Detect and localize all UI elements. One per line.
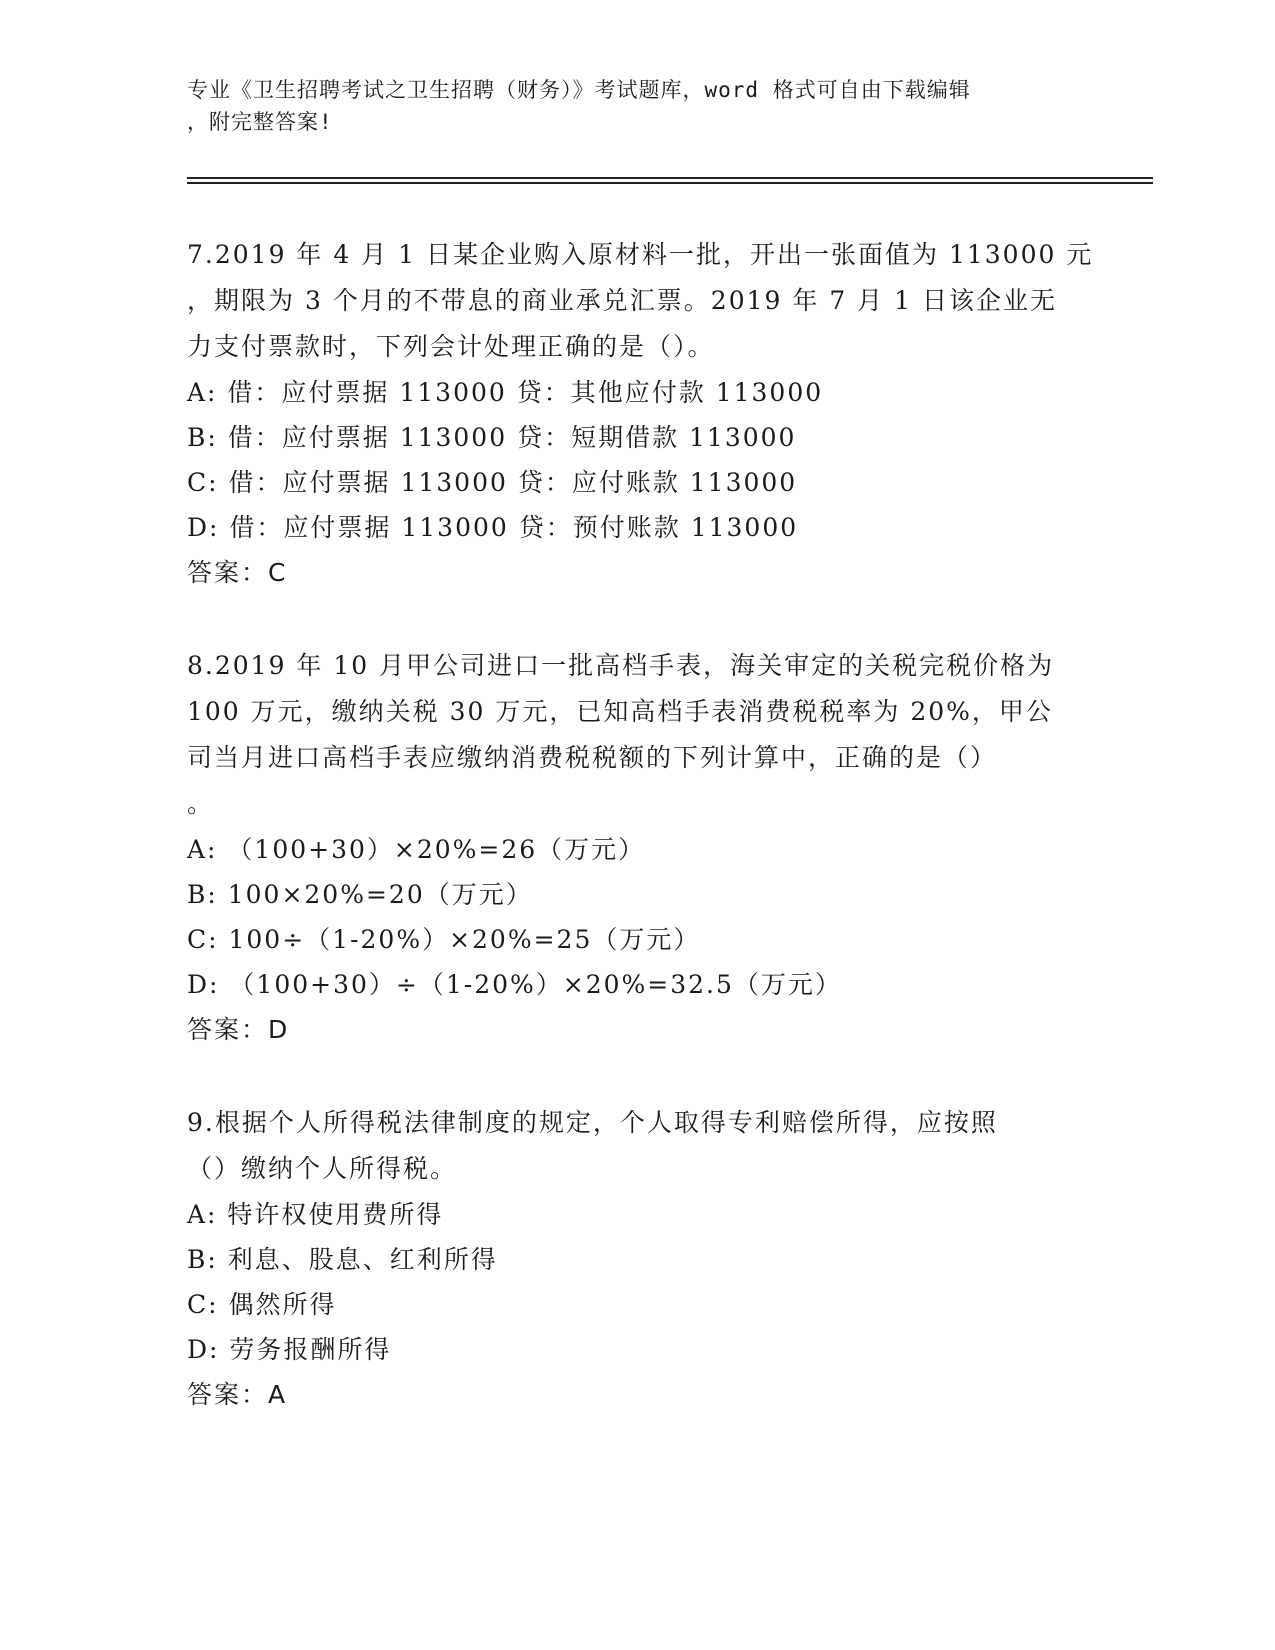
option-d: D: 劳务报酬所得 [187, 1335, 392, 1364]
question-7 [187, 232, 1107, 595]
question-stem-line: 。 [187, 789, 215, 818]
question-stem-line: （）缴纳个人所得税。 [187, 1154, 458, 1183]
option-a: A: 特许权使用费所得 [187, 1200, 444, 1229]
question-stem-line: 力支付票款时，下列会计处理正确的是（）。 [187, 332, 715, 361]
option-a: A: 借：应付票据 113000 贷：其他应付款 113000 [187, 378, 824, 407]
option-b: B: 100×20%=20（万元） [187, 880, 533, 909]
header-rule-bottom [187, 182, 1153, 184]
option-b: B: 借：应付票据 113000 贷：短期借款 113000 [187, 423, 797, 452]
answer: 答案：D [187, 1015, 290, 1044]
option-c: C: 100÷（1-20%）×20%=25（万元） [187, 925, 701, 954]
option-b: B: 利息、股息、红利所得 [187, 1245, 498, 1274]
question-stem-line: ，期限为 3 个月的不带息的商业承兑汇票。2019 年 7 月 1 日该企业无 [187, 286, 1057, 315]
document-header [187, 74, 1087, 138]
answer: 答案：A [187, 1380, 288, 1409]
answer: 答案：C [187, 558, 288, 587]
question-stem-line: 100 万元，缴纳关税 30 万元，已知高档手表消费税税率为 20%，甲公 [187, 697, 1053, 726]
header-line-1: 专业《卫生招聘考试之卫生招聘（财务）》考试题库，word 格式可自由下载编辑 [187, 78, 971, 102]
header-rule-top [187, 177, 1153, 179]
option-a: A: （100+30）×20%=26（万元） [187, 835, 646, 864]
question-8 [187, 643, 1107, 1052]
option-c: C: 偶然所得 [187, 1290, 337, 1319]
question-stem-line: 司当月进口高档手表应缴纳消费税税额的下列计算中，正确的是（） [187, 743, 998, 772]
question-stem-line: 7.2019 年 4 月 1 日某企业购入原材料一批，开出一张面值为 113000 元 [187, 240, 1094, 269]
option-d: D: （100+30）÷（1-20%）×20%=32.5（万元） [187, 970, 842, 999]
question-stem-line: 9.根据个人所得税法律制度的规定，个人取得专利赔偿所得，应按照 [187, 1108, 998, 1137]
question-stem-line: 8.2019 年 10 月甲公司进口一批高档手表，海关审定的关税完税价格为 [187, 651, 1055, 680]
option-d: D: 借：应付票据 113000 贷：预付账款 113000 [187, 513, 799, 542]
header-line-2: ，附完整答案! [187, 110, 333, 134]
question-9 [187, 1100, 1107, 1417]
option-c: C: 借：应付票据 113000 贷：应付账款 113000 [187, 468, 798, 497]
